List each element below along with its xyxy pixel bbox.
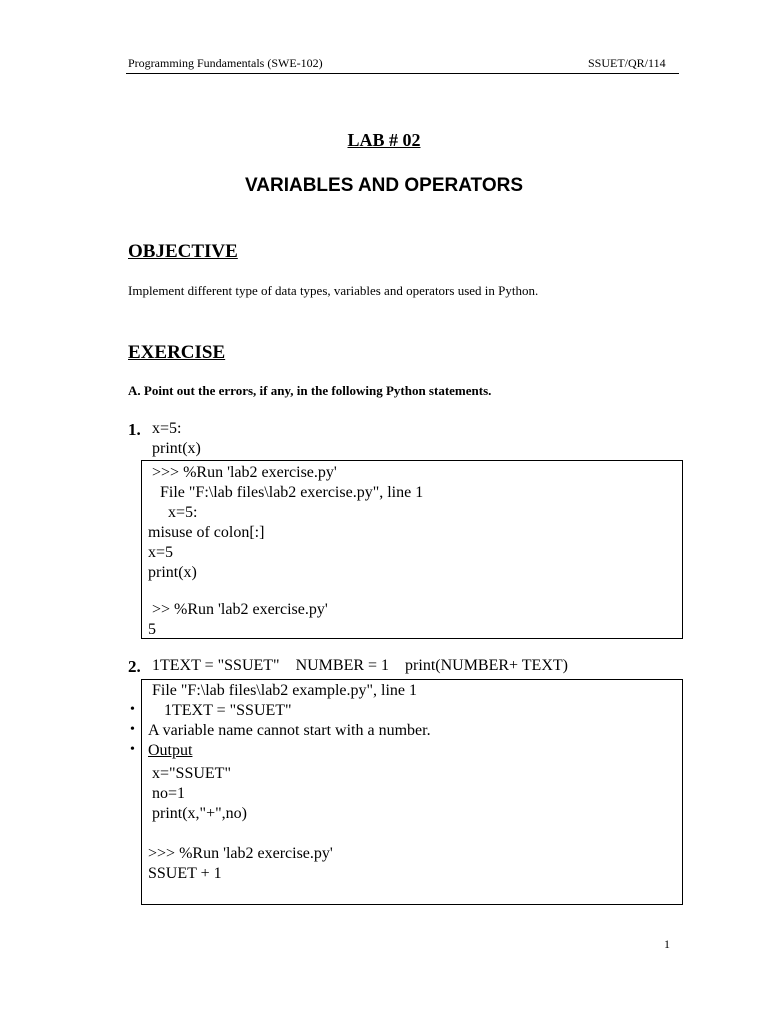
q1-answer-line: x=5: (148, 504, 198, 521)
bullet-icon: • (130, 722, 135, 737)
q1-answer-line: x=5 (148, 544, 174, 561)
bullet-icon: • (130, 702, 135, 717)
objective-heading: OBJECTIVE (128, 241, 238, 262)
q2-answer-line1: File "F:\lab files\lab2 example.py", line 1 (148, 682, 418, 699)
q1-answer-box (141, 460, 683, 639)
header-divider (126, 73, 679, 74)
objective-text: Implement different type of data types, variables and operators used in Python. (128, 283, 539, 298)
exercise-instruction: A. Point out the errors, if any, in the following Python statements. (128, 383, 492, 398)
q1-line1: x=5: (152, 420, 182, 437)
q1-answer-line: print(x) (148, 564, 197, 581)
q1-answer-line: >> %Run 'lab2 exercise.py' (148, 601, 328, 618)
q2-answer-line3: A variable name cannot start with a number. (148, 722, 431, 739)
q1-answer-line: misuse of colon[:] (148, 524, 265, 541)
q2-number: 2. (128, 657, 141, 676)
lab-title: LAB # 02 (347, 130, 421, 150)
q2-output-label: Output (148, 742, 193, 759)
q2-answer-line2: 1TEXT = "SSUET" (148, 702, 292, 719)
q1-answer-line: File "F:\lab files\lab2 exercise.py", line 1 (148, 484, 424, 501)
exercise-heading: EXERCISE (128, 342, 226, 363)
page-number: 1 (664, 937, 670, 951)
q1-answer-line: 5 (148, 621, 156, 638)
q1-number: 1. (128, 420, 141, 439)
q2-answer-line: print(x,"+",no) (148, 805, 247, 822)
q2-answer-line: >>> %Run 'lab2 exercise.py' (148, 845, 333, 862)
q2-statement: 1TEXT = "SSUET" NUMBER = 1 print(NUMBER+ TEXT) (152, 657, 568, 674)
q2-answer-line: no=1 (148, 785, 186, 802)
q2-answer-box (130, 679, 683, 905)
q2-answer-line: SSUET + 1 (148, 865, 222, 882)
bullet-icon: • (130, 742, 135, 757)
header-course: Programming Fundamentals (SWE-102) (128, 56, 323, 70)
q1-line2: print(x) (152, 440, 201, 457)
page-title: VARIABLES AND OPERATORS (245, 175, 523, 196)
header-doc-code: SSUET/QR/114 (588, 56, 666, 70)
q1-answer-line: >>> %Run 'lab2 exercise.py' (148, 464, 337, 481)
q2-answer-line: x="SSUET" (148, 765, 231, 782)
